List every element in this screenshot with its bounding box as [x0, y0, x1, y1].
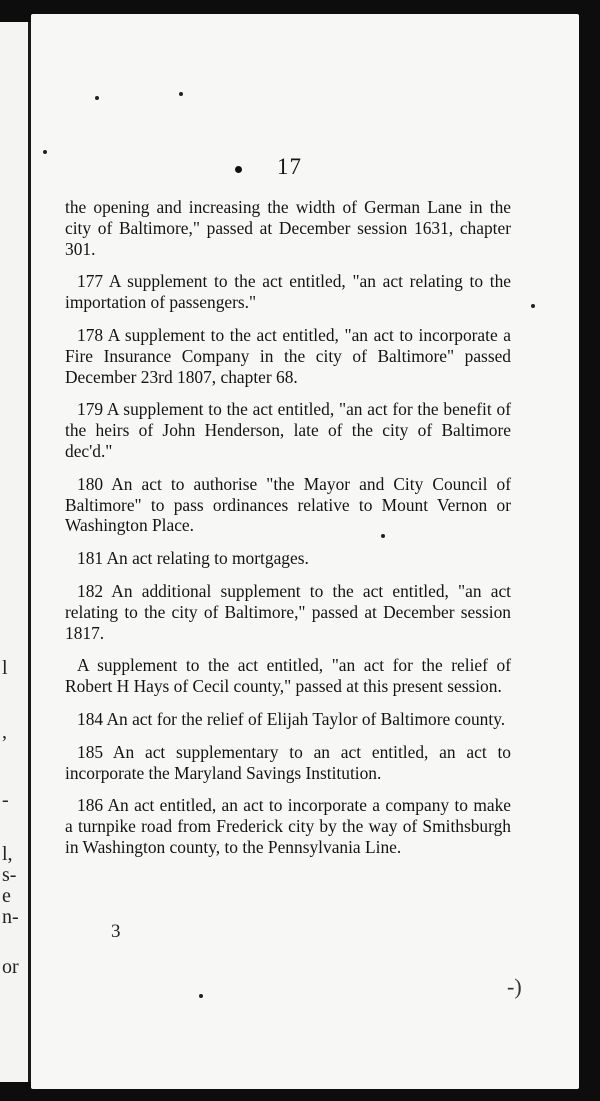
margin-fragment: l — [2, 657, 8, 679]
entry-continuation: the opening and increasing the width of German Lane in the city of Baltimore," passed at December session 1631, chapter 301. — [65, 197, 511, 259]
entry-180: 180 An act to authorise "the Mayor and City Council of Baltimore" to pass ordinances relative to Mount Vernon or Washington Place. — [65, 473, 511, 536]
margin-fragment: s- — [2, 864, 17, 886]
ink-speck — [199, 994, 203, 998]
facing-page-edge — [0, 22, 31, 1082]
document-page — [31, 14, 579, 1089]
header-bullet — [235, 166, 242, 173]
entry-183: A supplement to the act entitled, "an act for the relief of Robert H Hays of Cecil county," passed at this present session. — [65, 655, 511, 697]
margin-fragment: l, — [2, 843, 13, 865]
body-text — [65, 197, 511, 870]
page-number: 17 — [277, 154, 302, 179]
entry-179: 179 A supplement to the act entitled, "an act for the benefit of the heirs of John Henderson, late of the city of Baltimore dec'd." — [65, 399, 511, 461]
entry-186: 186 An act entitled, an act to incorporate a company to make a turnpike road from Frederick city by the way of Smithsburgh in Washington county, to the Pennsylvania Line. — [65, 795, 511, 857]
entry-184: 184 An act for the relief of Elijah Taylor of Baltimore county. — [77, 708, 506, 729]
margin-fragment: e — [2, 885, 11, 907]
ink-speck — [531, 304, 535, 308]
entry-182: 182 An additional supplement to the act entitled, "an act relating to the city of Baltimore," passed at December session 1817. — [65, 580, 511, 643]
entry-177: 177 A supplement to the act entitled, "an act relating to the importation of passengers." — [65, 271, 511, 313]
margin-fragment: , — [2, 721, 7, 743]
entry-178: 178 A supplement to the act entitled, "an act to incorporate a Fire Insurance Company in the city of Baltimore" passed December 23rd 1807, chapter 68. — [65, 324, 511, 387]
ink-speck — [179, 92, 183, 96]
ink-speck — [95, 96, 99, 100]
entry-185: 185 An act supplementary to an act entitled, an act to incorporate the Maryland Savings Institution. — [65, 741, 511, 783]
scan-border — [588, 0, 600, 1101]
margin-fragment: or — [2, 956, 19, 978]
margin-fragment: n- — [2, 906, 19, 928]
margin-bracket-mark: -) — [507, 974, 522, 999]
signature-mark: 3 — [111, 921, 121, 942]
margin-fragment: - — [2, 789, 9, 811]
page-header — [31, 154, 579, 188]
entry-181: 181 An act relating to mortgages. — [77, 548, 309, 569]
